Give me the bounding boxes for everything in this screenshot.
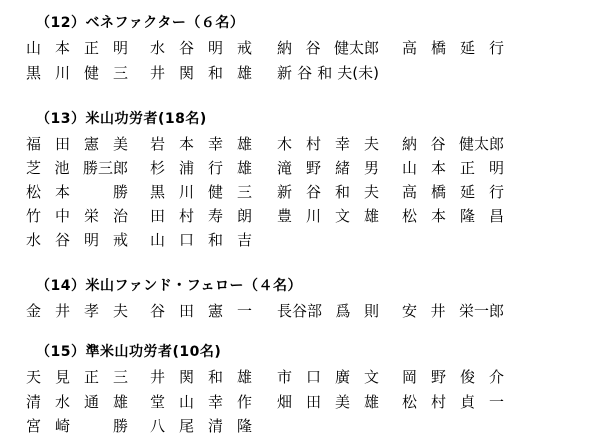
member-name: 市 口 廣 文 — [277, 368, 379, 386]
member-name: 松 本 勝 — [26, 183, 128, 201]
member-name: 天 見 正 三 — [26, 368, 128, 386]
member-name: 福 田 憲 美 — [26, 135, 128, 153]
member-name: 納 谷 健太郎 — [277, 39, 379, 57]
member-name: 山 本 正 明 — [402, 159, 504, 177]
member-name: 納 谷 健太郎 — [402, 135, 504, 153]
member-name: 水 谷 明 戒 — [26, 231, 128, 249]
member-name: 黒 川 健 三 — [26, 64, 128, 82]
member-name: 安 井 栄一郎 — [402, 302, 504, 320]
member-name: 長谷部 爲 則 — [277, 302, 379, 320]
member-name: 金 井 孝 夫 — [26, 302, 128, 320]
member-name: 芝 池 勝三郎 — [26, 159, 128, 177]
member-name: 谷 田 憲 一 — [150, 302, 252, 320]
member-name: 新 谷 和 夫(未) — [277, 64, 379, 82]
member-name: 竹 中 栄 治 — [26, 207, 128, 225]
member-name: 黒 川 健 三 — [150, 183, 252, 201]
member-name: 山 口 和 吉 — [150, 231, 252, 249]
member-name: 高 橋 延 行 — [402, 183, 504, 201]
member-name: 八 尾 清 隆 — [150, 417, 252, 435]
member-name: 滝 野 緒 男 — [277, 159, 379, 177]
member-name: 宮 崎 勝 — [26, 417, 128, 435]
member-name: 杉 浦 行 雄 — [150, 159, 252, 177]
member-name: 松 村 貞 一 — [402, 393, 504, 411]
section-14-heading: （14）米山ファンド・フェロー（４名） — [36, 278, 303, 294]
member-name: 木 村 幸 夫 — [277, 135, 379, 153]
section-15-heading: （15）準米山功労者(10名) — [36, 344, 222, 360]
member-name: 岩 本 幸 雄 — [150, 135, 252, 153]
member-name: 堂 山 幸 作 — [150, 393, 252, 411]
member-name: 水 谷 明 戒 — [150, 39, 252, 57]
member-name: 清 水 通 雄 — [26, 393, 128, 411]
member-name: 松 本 隆 昌 — [402, 207, 504, 225]
member-name: 高 橋 延 行 — [402, 39, 504, 57]
member-name: 井 関 和 雄 — [150, 64, 252, 82]
section-12-heading: （12）ベネファクター（６名） — [36, 15, 245, 31]
member-name: 畑 田 美 雄 — [277, 393, 379, 411]
member-name: 豊 川 文 雄 — [277, 207, 379, 225]
member-name: 岡 野 俊 介 — [402, 368, 504, 386]
member-name: 山 本 正 明 — [26, 39, 128, 57]
section-13-heading: （13）米山功労者(18名) — [36, 111, 207, 127]
member-name: 新 谷 和 夫 — [277, 183, 379, 201]
member-name: 田 村 寿 朗 — [150, 207, 252, 225]
member-name: 井 関 和 雄 — [150, 368, 252, 386]
